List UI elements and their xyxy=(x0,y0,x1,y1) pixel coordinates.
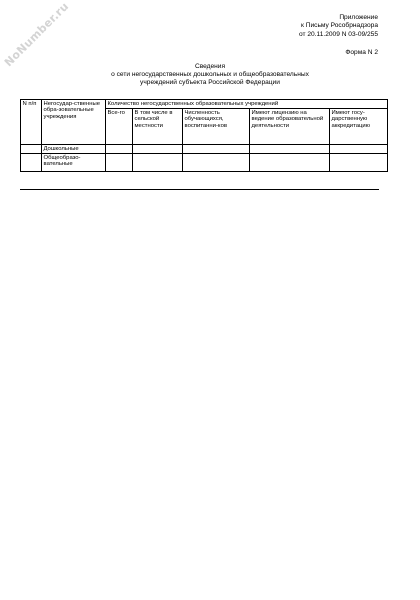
table-cell xyxy=(250,145,330,154)
table-row xyxy=(21,145,388,154)
statistics-table xyxy=(20,99,388,172)
header-students: Численность обучающихся, воспитанни-ков xyxy=(183,109,250,145)
table-row xyxy=(21,154,388,172)
table-cell xyxy=(21,154,42,172)
divider-line xyxy=(20,189,379,190)
watermark: NoNumber.ru xyxy=(1,0,72,70)
header-count-group: Количество негосударственных образовательных учреждений xyxy=(106,100,388,109)
table-cell xyxy=(330,145,388,154)
row-label-general: Общеобразо-вательные xyxy=(42,154,106,172)
table-cell xyxy=(133,145,183,154)
form-number: Форма N 2 xyxy=(345,49,378,56)
table-cell xyxy=(330,154,388,172)
header-total: Все-го xyxy=(106,109,133,145)
header-accreditation: Имеют госу-дарственную аккредитацию xyxy=(330,109,388,145)
table-cell xyxy=(106,154,133,172)
title-line-3: учреждений субъекта Российской Федерации xyxy=(140,78,280,86)
header-number: N п/п xyxy=(21,100,42,145)
table-cell xyxy=(106,145,133,154)
header-rural: В том числе в сельской местности xyxy=(133,109,183,145)
appendix-line-2: к Письму Рособрнадзора xyxy=(301,22,378,30)
document-title xyxy=(0,63,420,86)
title-line-2: о сети негосударственных дошкольных и общеобразовательных xyxy=(111,70,309,78)
header-institution-type: Негосудар-ственные обра-зовательные учреждения xyxy=(42,100,106,145)
appendix-line-1: Приложение xyxy=(339,14,378,21)
table-cell xyxy=(250,154,330,172)
table-cell xyxy=(183,145,250,154)
table-cell xyxy=(133,154,183,172)
row-label-preschool: Дошкольные xyxy=(42,145,106,154)
title-line-1: Сведения xyxy=(194,63,226,70)
header-license: Имеют лицензию на ведение образовательной деятельности xyxy=(250,109,330,145)
appendix-line-3: от 20.11.2009 N 03-09/255 xyxy=(298,30,378,38)
table-cell xyxy=(21,145,42,154)
appendix-note xyxy=(299,14,378,39)
table-cell xyxy=(183,154,250,172)
